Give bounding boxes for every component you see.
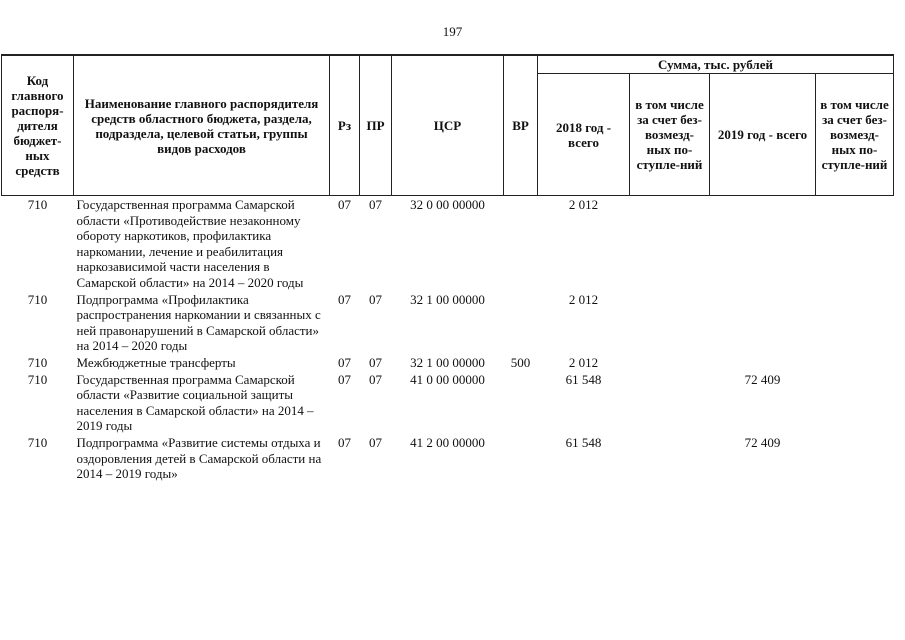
row-vr (504, 291, 538, 354)
row-2018-free (630, 371, 710, 434)
row-2019-total (710, 291, 816, 354)
row-vr (504, 434, 538, 482)
table-row (2, 371, 894, 434)
row-rz: 07 (338, 371, 351, 387)
row-2018-free (630, 291, 710, 354)
row-code: 710 (27, 434, 48, 450)
row-2019-total (710, 354, 816, 371)
row-rz: 07 (338, 354, 351, 370)
row-2018-total: 2 012 (568, 197, 599, 212)
page-number: 197 (442, 24, 463, 39)
header-sum-group: Сумма, тыс. рублей (538, 55, 894, 74)
header-2019-free: в том числе за счет без-возмезд-ных по-ступле-ний (816, 74, 894, 196)
row-csr: 32 1 00 00000 (410, 291, 485, 307)
table-row (2, 354, 894, 371)
row-2018-free (630, 354, 710, 371)
row-pr: 07 (369, 291, 382, 307)
table-row (2, 291, 894, 354)
row-pr: 07 (369, 434, 382, 450)
table-row (2, 196, 894, 291)
row-csr: 32 0 00 00000 (410, 197, 485, 212)
row-name: Государственная программа Самарской области «Противодействие незаконному обороту наркотиков, профилактика наркомании, лечение и реабилитация наркозависимой части населения в Самарской области» на 2014 – 2020 годы (76, 197, 304, 290)
row-pr: 07 (369, 371, 382, 387)
row-2018-total: 61 548 (565, 434, 602, 450)
header-2018-free: в том числе за счет без-возмезд-ных по-ступле-ний (630, 74, 710, 196)
header-2019-total: 2019 год - всего (710, 74, 816, 196)
row-2018-free (630, 434, 710, 482)
row-rz: 07 (338, 197, 351, 212)
row-rz: 07 (338, 434, 351, 450)
row-csr: 41 2 00 00000 (410, 434, 485, 450)
row-code: 710 (27, 354, 48, 370)
row-name: Государственная программа Самарской области «Развитие социальной защиты населения в Самарской области» на 2014 – 2019 годы (76, 371, 314, 434)
row-csr: 41 0 00 00000 (410, 371, 485, 387)
header-vr: ВР (504, 55, 538, 196)
row-2019-free (816, 371, 894, 434)
row-name: Подпрограмма «Развитие системы отдыха и оздоровления детей в Самарской области на 2014 – 2019 годы» (76, 434, 322, 482)
row-pr: 07 (369, 354, 382, 370)
row-vr: 500 (510, 354, 531, 370)
table-row (2, 434, 894, 482)
row-code: 710 (27, 291, 48, 307)
row-2019-free (816, 196, 894, 291)
header-code: Код главного распоря-дителя бюджет-ных средств (2, 55, 74, 196)
row-code: 710 (27, 371, 48, 387)
header-2018-total: 2018 год - всего (538, 74, 630, 196)
row-csr: 32 1 00 00000 (410, 354, 485, 370)
row-2018-total: 2 012 (568, 291, 599, 307)
row-2018-free (630, 196, 710, 291)
header-rz: Рз (330, 55, 360, 196)
row-name: Межбюджетные трансферты (76, 354, 236, 370)
row-2019-free (816, 291, 894, 354)
row-name: Подпрограмма «Профилактика распространения наркомании и связанных с ней правонарушений в Самарской области» на 2014 – 2020 годы (76, 291, 321, 354)
row-2019-total: 72 409 (744, 371, 781, 387)
header-name: Наименование главного распорядителя средств областного бюджета, раздела, подраздела, целевой статьи, группы видов расходов (74, 55, 330, 196)
header-csr: ЦСР (392, 55, 504, 196)
row-rz: 07 (338, 291, 351, 307)
row-2018-total: 2 012 (568, 354, 599, 370)
row-2018-total: 61 548 (565, 371, 602, 387)
row-2019-free (816, 354, 894, 371)
table-body (2, 196, 894, 482)
budget-table (1, 54, 894, 482)
header-pr: ПР (360, 55, 392, 196)
row-2019-total: 72 409 (744, 434, 781, 450)
row-code: 710 (27, 197, 48, 212)
row-2019-total (710, 196, 816, 291)
row-vr (504, 196, 538, 291)
table-header (2, 55, 894, 196)
row-2019-free (816, 434, 894, 482)
row-vr (504, 371, 538, 434)
row-pr: 07 (369, 197, 382, 212)
